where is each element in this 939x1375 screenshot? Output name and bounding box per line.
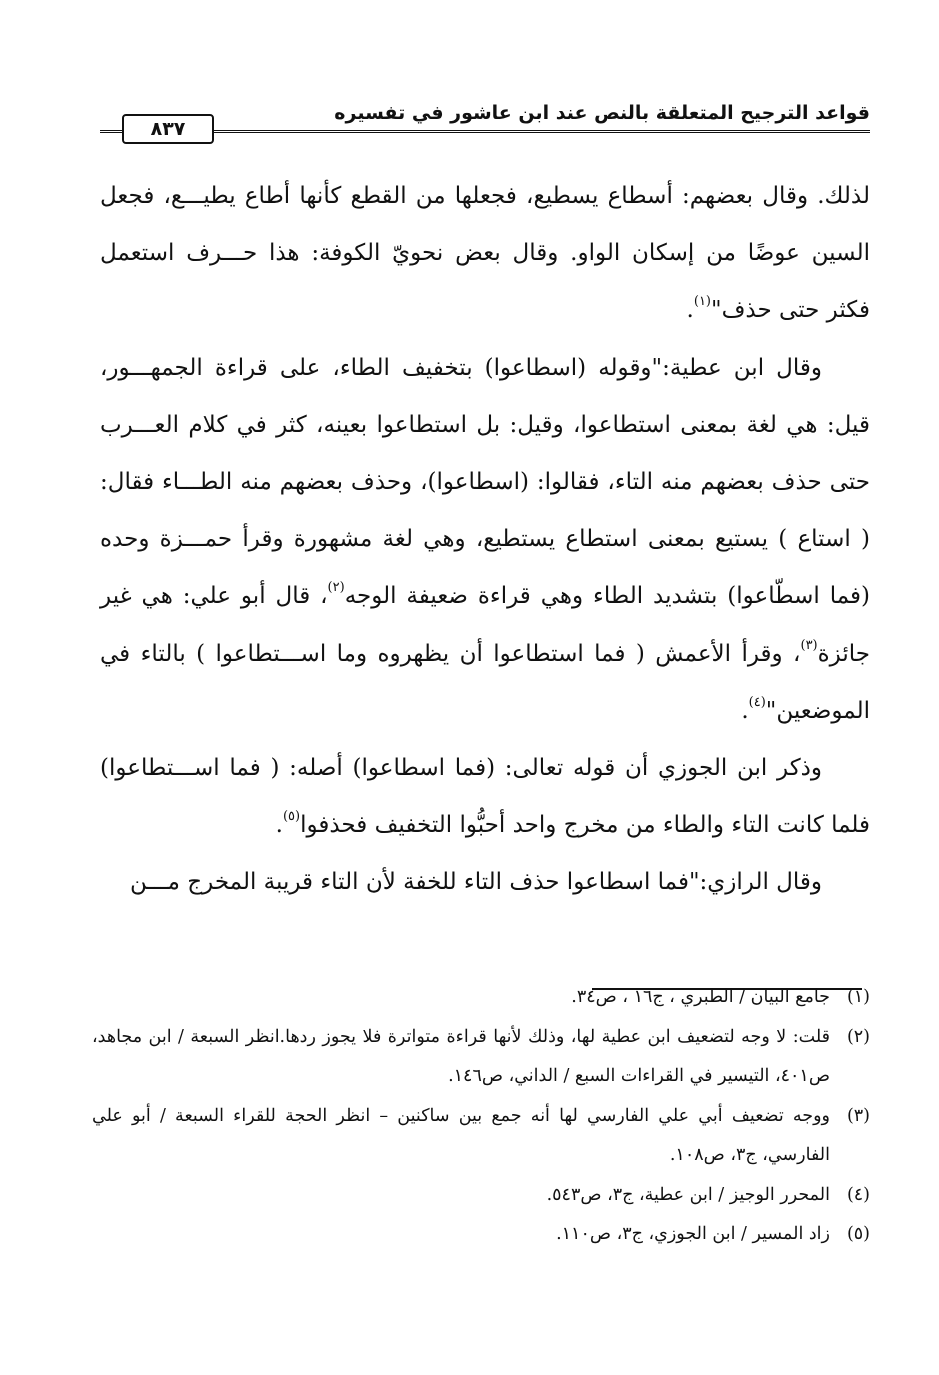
footnote-ref: (١) [693,294,711,310]
footnote-number: (٣) [846,1105,870,1126]
paragraph-text: وقال ابن عطية:"وقوله (اسطاعوا) بتخفيف الطاء، على قراءة الجمهـــور، قيل: هي لغة بمعنى استطاعوا، وقيل: بل استطاعوا بعينه، كثر في كلام العـــرب حتى حذف بعضهم منه التاء، فقالوا: (اسطاعوا)، وحذف بعضهم منه الطـــاء فقال: ( استاع ) يستيع بمعنى استطاع يستطيع، وهي لغة مشهورة وقرأ حمـــزة وحده (فما اسطّاعوا) بتشديد الطاء وهي قراءة ضعيفة الوجه [100,354,870,610]
header-rule [100,130,870,133]
paragraph-text: وذكر ابن الجوزي أن قوله تعالى: (فما اسطاعوا) أصله: ( فما اســـتطاعوا) فلما كانت التاء والطاء من مخرج واحد أحبُّوا التخفيف فحذفوا [100,755,870,839]
footnote-text: جامع البيان / الطبري ، ج١٦ ، ص٣٤. [571,987,830,1007]
paragraph-text: وقال الرازي:"فما اسطاعوا حذف التاء للخفة لأن التاء قريبة المخرج مـــن [129,869,822,896]
paragraph [100,340,870,740]
footnote-text: زاد المسير / ابن الجوزي، ج٣، ص١١٠. [556,1224,830,1244]
footnote-text: قلت: لا وجه لتضعيف ابن عطية لها، وذلك لأنها قراءة متواترة فلا يجوز ردها.انظر السبعة / ابن مجاهد، ص٤٠١، التيسير في القراءات السبع / الداني، ص١٤٦. [92,1026,830,1086]
footnote [92,978,870,1018]
footnote [92,1097,870,1176]
footnote-ref: (٤) [748,694,766,710]
paragraph [100,740,870,854]
paragraph [100,854,870,911]
period: . [741,697,749,724]
paragraph [100,168,870,340]
footnote-number: (٥) [846,1224,870,1244]
paragraph-text: ، وقرأ الأعمش ( فما استطاعوا أن يظهروه وما اســـتطاعوا ) بالتاء في الموضعين" [100,640,870,724]
footnote-text: ووجه تضعيف أبي علي الفارسي لها أنه جمع بين ساكنين – انظر الحجة للقراء السبعة / أبو علي الفارسي، ج٣، ص١٠٨. [92,1105,830,1165]
footnote [92,1018,870,1097]
footnote-ref: (٢) [327,580,345,596]
paragraph-text: لذلك. وقال بعضهم: أسطاع يسطيع، فجعلها من القطع كأنها أطاع يطيـــع، فجعل السين عوضًا من إسكان الواو. وقال بعض نحويّ الكوفة: هذا حـــرف استعمل فكثر حتى حذف" [100,183,870,324]
footnote-text: المحرر الوجيز / ابن عطية، ج٣، ص٥٤٣. [546,1184,830,1205]
body-text [100,168,870,912]
footnote-ref: (٥) [282,809,301,825]
period: . [686,297,694,324]
paragraph-text: ، قال أبو علي: هي غير جائزة [100,583,870,667]
page-number: ٨٣٧ [122,114,214,144]
running-header [100,86,870,138]
header-title: قواعد الترجيح المتعلقة بالنص عند ابن عاشور في تفسيره [334,102,870,124]
footnote [92,1215,870,1255]
footnote-number: (١) [846,987,870,1007]
footnote-number: (٤) [846,1184,870,1205]
footnote-ref: (٣) [800,637,818,653]
footnotes [92,978,870,1255]
period: . [275,812,283,839]
footnote-number: (٢) [846,1026,870,1047]
footnote [92,1176,870,1216]
